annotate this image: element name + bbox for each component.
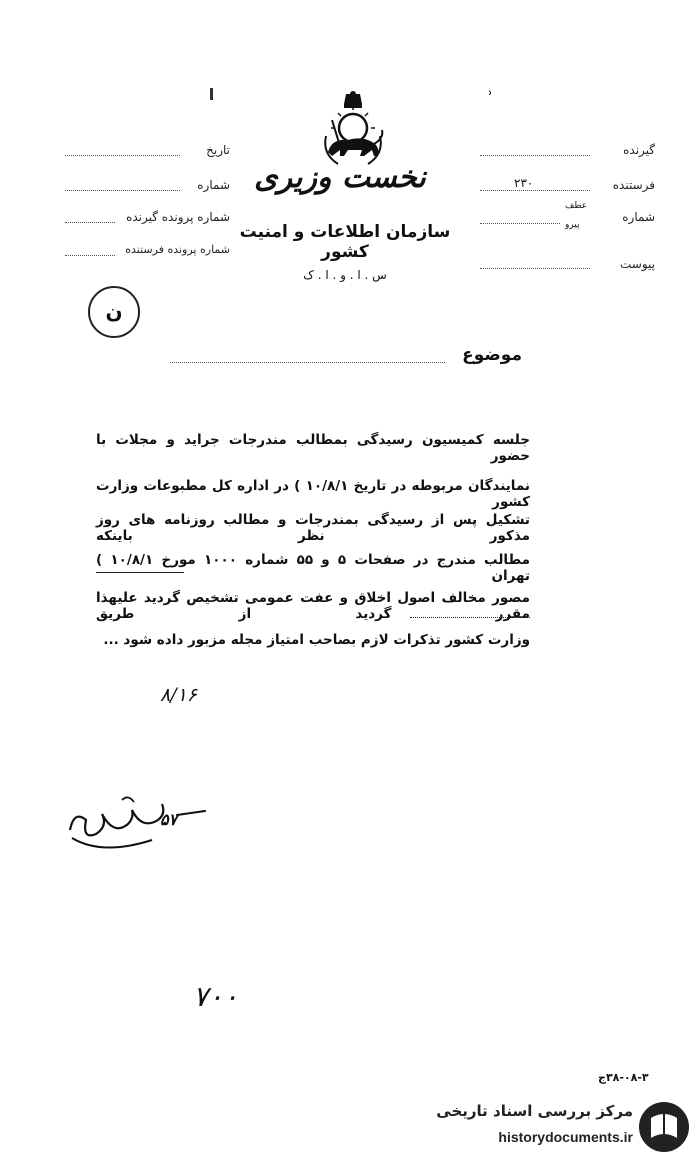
date-dots (65, 155, 180, 156)
body-line-6: وزارت کشور تذکرات لازم بصاحب امتیاز مجله مزبور داده شود ... (103, 632, 530, 648)
number-dots (480, 223, 560, 224)
body-line-4: مطالب مندرج در صفحات ۵ و ۵۵ شماره ۱۰۰۰ مورخ ۱۰/۸/۱ ) تهران (96, 552, 530, 584)
letterhead-code: س . ا . و . ا . ک (303, 268, 387, 282)
lion-and-sun-emblem-icon (318, 90, 388, 170)
letterhead-title: نخست وزیری (254, 160, 426, 195)
handwritten-date: ۸/۱۶ (160, 684, 198, 706)
piro-label: پیرو (565, 220, 580, 230)
sender-dots (480, 190, 590, 191)
body-line-5: مصور مخالف اصول اخلاق و عفت عمومی تشخیص گردید علیهذا مقرر گردید از طریق (96, 590, 530, 622)
corner-mark-2: ʾ (488, 88, 493, 107)
receiver-file-dots (65, 222, 115, 223)
sender-value: ۲۳۰ (514, 176, 534, 190)
bottom-handwritten-number: ۷۰۰ (193, 980, 239, 1013)
left-number-label: شماره (197, 178, 230, 192)
signature-icon (62, 790, 172, 860)
left-number-dots (65, 190, 180, 191)
circled-stamp: ن (88, 286, 140, 338)
body-line-2: نمایندگان مربوطه در تاریخ ۱۰/۸/۱ ) در اداره کل مطبوعات وزارت کشور (96, 478, 530, 510)
body-line-1: جلسه کمیسیون رسیدگی بمطالب مندرجات جراید و مجلات با حضور (96, 432, 530, 464)
sender-file-dots (65, 255, 115, 256)
underline-mosavar (410, 617, 530, 618)
body-line-3: تشکیل پس از رسیدگی بمندرجات و مطالب روزنامه های روز مذکور نظر باینکه (96, 512, 530, 544)
subject-label: موضوع (462, 345, 522, 365)
receiver-dots (480, 155, 590, 156)
watermark-name: مرکز بررسی اسناد تاریخی (436, 1102, 633, 1120)
archive-logo-icon (637, 1100, 692, 1155)
sender-file-label: شماره پرونده فرستنده (125, 243, 230, 256)
sender-label: فرستنده (612, 178, 655, 192)
number-label: شماره (622, 210, 655, 224)
signature-number: ۵۷ (160, 810, 178, 829)
attachment-label: پیوست (620, 257, 655, 271)
corner-mark (210, 88, 213, 100)
underline-tehran (96, 572, 184, 573)
attachment-dots (480, 268, 590, 269)
footer-code: ۳۸-۰۸-۳ج (598, 1071, 649, 1084)
date-label: تاریخ (206, 143, 230, 157)
atf-label: عطف (565, 201, 588, 211)
letterhead-organization: سازمان اطلاعات و امنیت کشور (239, 222, 451, 262)
receiver-label: گیرنده (623, 143, 655, 157)
receiver-file-label: شماره پرونده گیرنده (126, 210, 230, 224)
signature-slash (176, 810, 206, 816)
watermark-url: historydocuments.ir (498, 1129, 633, 1145)
subject-dots (170, 362, 445, 363)
